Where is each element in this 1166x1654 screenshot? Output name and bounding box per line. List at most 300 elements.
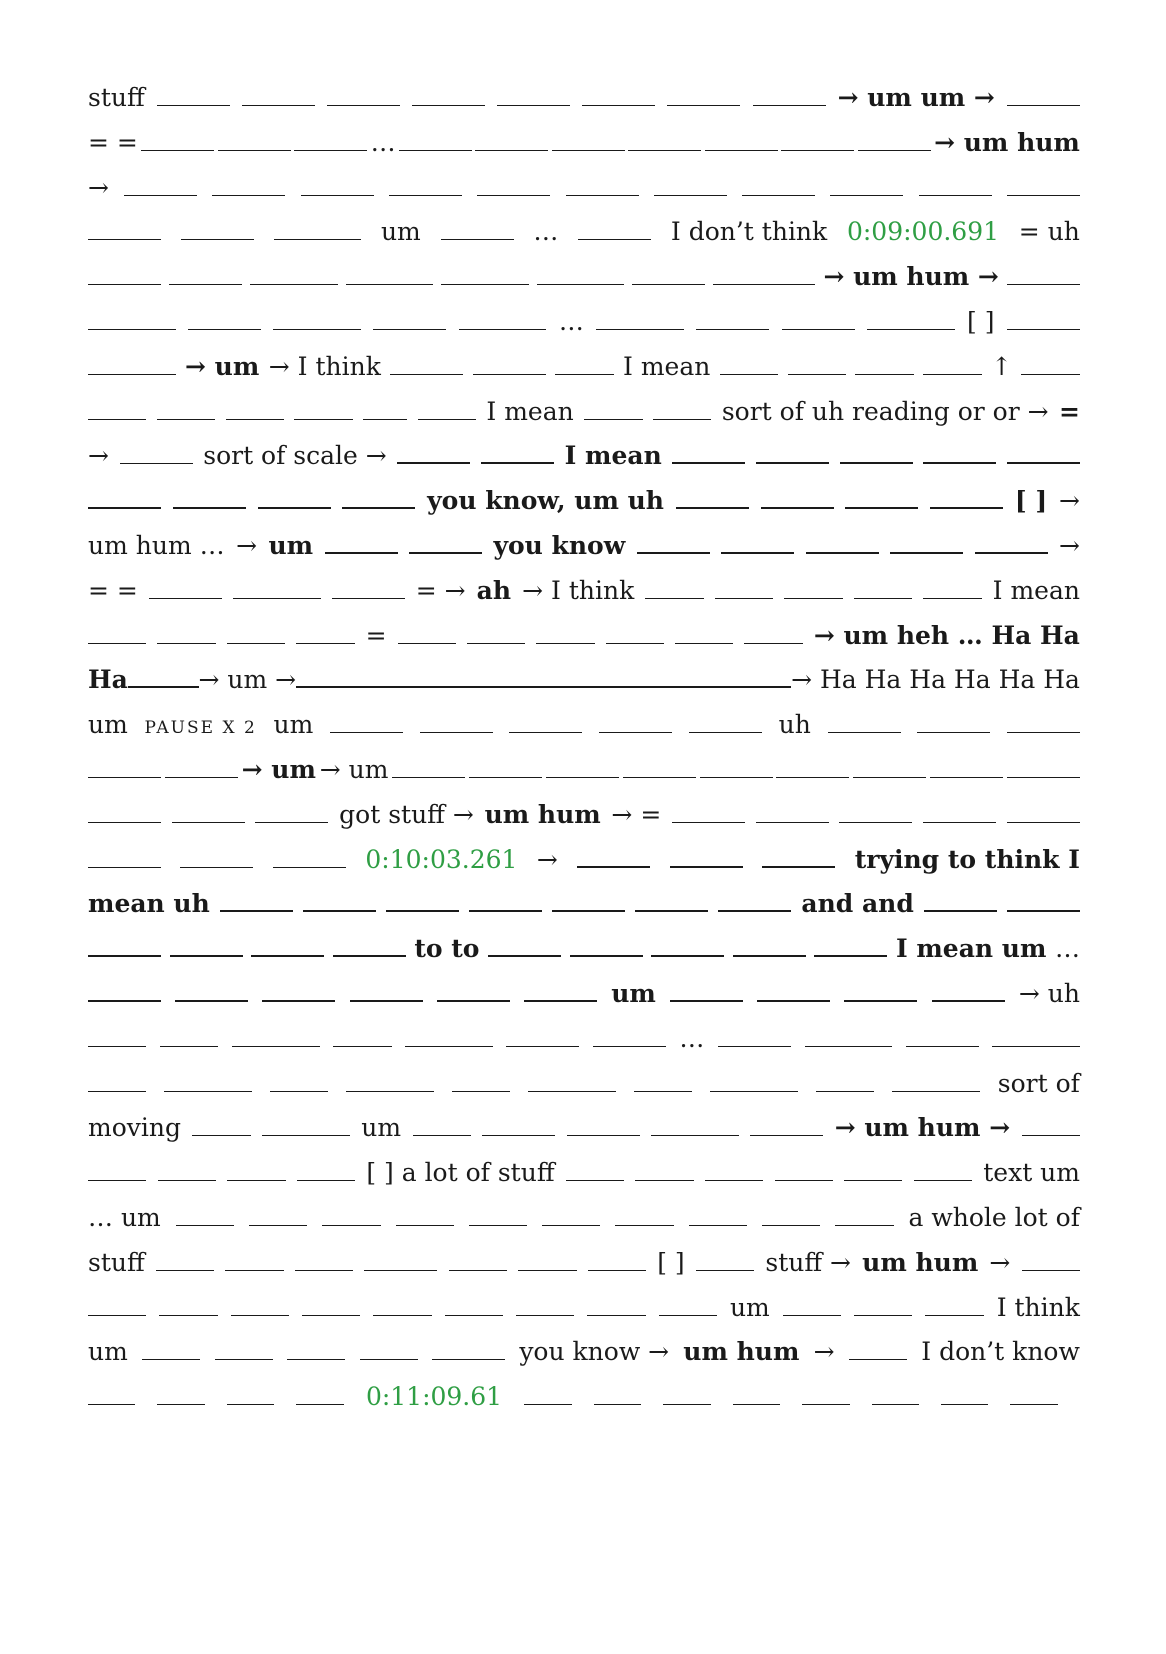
transcript-text: I don’t know [921, 1337, 1080, 1367]
redaction-blank [914, 1180, 972, 1181]
redaction-blank [756, 822, 829, 823]
transcript-text: → um hum → [834, 1113, 1011, 1143]
transcript-text: = → [415, 575, 466, 605]
redaction-blank [784, 598, 842, 599]
redaction-blank [582, 105, 655, 106]
transcript-text: ah [476, 575, 512, 605]
transcript-line [88, 528, 1080, 564]
redaction-blank [249, 1225, 307, 1226]
transcript-text: = = [88, 575, 138, 605]
redaction-blank [637, 552, 710, 554]
redaction-blank [418, 419, 476, 420]
redaction-blank [696, 1270, 754, 1271]
transcript-text: [ ] [967, 307, 995, 336]
redaction-blank [88, 507, 161, 509]
redaction-blank [350, 1000, 423, 1002]
redaction-blank [867, 329, 955, 330]
redaction-blank [552, 910, 625, 912]
redaction-blank [297, 1180, 355, 1181]
redaction-blank [441, 239, 514, 240]
redaction-blank [399, 150, 472, 151]
redaction-blank [720, 686, 791, 688]
redaction-blank [188, 329, 261, 330]
redaction-blank [270, 1091, 328, 1092]
transcript-line [88, 1379, 1080, 1415]
redaction-blank [872, 1404, 919, 1405]
redaction-blank [325, 552, 398, 554]
transcript-text: … [558, 307, 584, 336]
redaction-blank [917, 732, 990, 733]
transcript-text: um [380, 217, 421, 247]
redaction-blank [438, 686, 509, 688]
redaction-blank [212, 195, 285, 196]
transcript-text: um [88, 710, 128, 740]
redaction-blank [635, 910, 708, 912]
transcript-text: um [268, 531, 314, 560]
redaction-blank [157, 105, 230, 106]
transcript-text: → uh [1018, 979, 1080, 1008]
redaction-blank [923, 822, 996, 823]
transcript-line [88, 259, 1080, 295]
redaction-blank [828, 732, 901, 733]
transcript-line [88, 394, 1080, 430]
redaction-blank [273, 867, 346, 868]
redaction-blank [1007, 777, 1080, 778]
redaction-blank [552, 150, 625, 151]
redaction-blank [1007, 910, 1080, 912]
redaction-blank [858, 150, 931, 151]
redaction-blank [165, 777, 238, 778]
redaction-blank [497, 105, 570, 106]
redaction-blank [296, 643, 354, 644]
redaction-blank [1010, 1404, 1057, 1405]
redaction-blank [225, 1270, 283, 1271]
redaction-blank [346, 1091, 434, 1092]
redaction-blank [124, 195, 197, 196]
redaction-blank [420, 732, 493, 733]
redaction-blank [469, 910, 542, 912]
redaction-blank [844, 1180, 902, 1181]
redaction-blank [373, 1315, 431, 1316]
redaction-blank [742, 195, 815, 196]
redaction-blank [634, 1091, 692, 1092]
timestamp: 0:10:03.261 [365, 844, 518, 874]
redaction-blank [524, 1404, 571, 1405]
redaction-blank [750, 1135, 823, 1136]
redaction-blank [1022, 1135, 1080, 1136]
redaction-blank [651, 955, 724, 957]
redaction-blank [992, 1046, 1080, 1047]
redaction-blank [128, 686, 199, 688]
redaction-blank [296, 686, 367, 688]
transcript-text: → [989, 1247, 1011, 1277]
transcript-text: I think [996, 1292, 1080, 1322]
transcript-line [88, 976, 1080, 1012]
redaction-blank [332, 598, 405, 599]
redaction-blank [632, 284, 705, 285]
redaction-blank [594, 1404, 641, 1405]
redaction-blank [715, 598, 773, 599]
redaction-blank [296, 1404, 343, 1405]
redaction-blank [88, 419, 146, 420]
redaction-blank [452, 1091, 510, 1092]
redaction-blank [333, 955, 406, 957]
redaction-blank [805, 1046, 893, 1047]
redaction-blank [578, 239, 651, 240]
redaction-blank [1022, 1270, 1080, 1271]
redaction-blank [88, 955, 161, 957]
redaction-blank [180, 867, 253, 868]
redaction-blank [855, 374, 913, 375]
redaction-blank [327, 105, 400, 106]
transcript-text: stuff → [765, 1247, 851, 1277]
redaction-blank [192, 1135, 250, 1136]
redaction-blank [645, 598, 703, 599]
transcript-text: moving [88, 1113, 181, 1143]
redaction-blank [775, 1180, 833, 1181]
redaction-blank [160, 1046, 218, 1047]
redaction-blank [700, 777, 773, 778]
redaction-blank [1007, 329, 1080, 330]
redaction-blank [696, 329, 769, 330]
transcript-text: I mean [623, 351, 711, 381]
transcript-line [88, 1290, 1080, 1326]
redaction-blank [584, 419, 642, 420]
redaction-blank [930, 507, 1003, 509]
redaction-blank [242, 105, 315, 106]
redaction-blank [1007, 105, 1080, 106]
redaction-blank [164, 1091, 252, 1092]
redaction-blank [854, 598, 912, 599]
redaction-blank [342, 507, 415, 509]
redaction-blank [835, 1225, 893, 1226]
redaction-blank [303, 910, 376, 912]
redaction-blank [88, 329, 176, 330]
redaction-blank [481, 462, 554, 464]
redaction-blank [853, 777, 926, 778]
redaction-blank [389, 195, 462, 196]
transcript-text: → [88, 172, 109, 202]
redaction-blank [528, 1091, 616, 1092]
transcript-text: um hum … [88, 531, 225, 560]
redaction-blank [441, 284, 529, 285]
transcript-text: you know [493, 531, 626, 560]
redaction-blank [713, 284, 815, 285]
redaction-blank [566, 1180, 624, 1181]
redaction-blank [508, 686, 579, 688]
transcript-line [88, 125, 1080, 161]
redaction-blank [733, 1404, 780, 1405]
redaction-blank [705, 1180, 763, 1181]
redaction-blank [141, 150, 214, 151]
redaction-blank [157, 1404, 204, 1405]
transcript-text: trying to think I [854, 844, 1080, 874]
redaction-blank [227, 643, 285, 644]
redaction-blank [753, 105, 826, 106]
redaction-blank [467, 643, 525, 644]
redaction-blank [172, 822, 245, 823]
transcript-text: um [729, 1292, 770, 1322]
transcript-text: = [365, 620, 387, 650]
redaction-blank [218, 150, 291, 151]
transcript-line [88, 797, 1080, 833]
redaction-blank [227, 1404, 274, 1405]
transcript-line [88, 483, 1080, 519]
redaction-blank [262, 1135, 350, 1136]
redaction-blank [390, 374, 463, 375]
redaction-blank [273, 329, 361, 330]
redaction-blank [762, 1225, 820, 1226]
redaction-blank [537, 284, 625, 285]
redaction-blank [274, 239, 362, 240]
redaction-blank [215, 1359, 273, 1360]
transcript-line [88, 842, 1080, 878]
redaction-blank [623, 777, 696, 778]
transcript-text: I mean [992, 575, 1080, 605]
transcript-text: … [679, 1023, 705, 1053]
redaction-blank [555, 374, 613, 375]
redaction-blank [718, 910, 791, 912]
redaction-blank [733, 955, 806, 957]
redaction-blank [173, 507, 246, 509]
redaction-blank [176, 1225, 234, 1226]
redaction-blank [941, 1404, 988, 1405]
redaction-blank [302, 1315, 360, 1316]
transcript-line [88, 1334, 1080, 1370]
redaction-blank [654, 195, 727, 196]
redaction-blank [635, 1180, 693, 1181]
redaction-blank [783, 1315, 841, 1316]
redaction-blank [570, 955, 643, 957]
redaction-blank [158, 1180, 216, 1181]
redaction-blank [88, 867, 161, 868]
transcript-text: [ ] [657, 1247, 685, 1277]
redaction-blank [802, 1404, 849, 1405]
redaction-blank [477, 195, 550, 196]
redaction-blank [606, 643, 664, 644]
redaction-blank [844, 1000, 917, 1002]
redaction-blank [1007, 822, 1080, 823]
transcript-text: … [370, 127, 396, 157]
redaction-blank [924, 910, 997, 912]
redaction-blank [587, 1315, 645, 1316]
pause-note: PAUSE X 2 [144, 718, 257, 739]
redaction-blank [149, 598, 222, 599]
redaction-blank [546, 777, 619, 778]
redaction-blank [226, 419, 284, 420]
timestamp: 0:09:00.691 [846, 217, 1000, 247]
redaction-blank [536, 643, 594, 644]
redaction-blank [88, 1315, 146, 1316]
redaction-blank [220, 910, 293, 912]
redaction-blank [482, 1135, 555, 1136]
transcript-text: um [611, 979, 656, 1008]
redaction-blank [667, 105, 740, 106]
redaction-blank [250, 284, 338, 285]
transcript-text: → = [611, 799, 662, 829]
redaction-blank [367, 686, 438, 688]
redaction-blank [409, 552, 482, 554]
transcript-text: = uh [1018, 217, 1080, 247]
redaction-blank [806, 552, 879, 554]
redaction-blank [88, 1404, 135, 1405]
transcript-text: → um [241, 755, 316, 784]
redaction-blank [397, 462, 470, 464]
redaction-blank [781, 150, 854, 151]
redaction-blank [615, 1225, 673, 1226]
redaction-blank [923, 374, 981, 375]
redaction-blank [596, 329, 684, 330]
transcript-text: [ ] a lot of stuff [366, 1158, 555, 1188]
redaction-blank [233, 598, 321, 599]
transcript-text: you know, um uh [427, 486, 664, 516]
redaction-blank [469, 777, 542, 778]
transcript-text: text um [983, 1158, 1080, 1188]
redaction-blank [88, 1000, 161, 1002]
transcript-text: → um [185, 351, 260, 381]
redaction-blank [676, 507, 749, 509]
transcript-text: → [1059, 486, 1080, 516]
redaction-blank [524, 1000, 597, 1002]
redaction-blank [653, 419, 711, 420]
transcript-text: I mean [486, 396, 574, 426]
redaction-blank [672, 462, 745, 464]
transcript-text: I mean [564, 441, 662, 471]
transcript-line [88, 214, 1080, 250]
transcript-text: … [1054, 934, 1080, 964]
redaction-blank [975, 552, 1048, 554]
transcript-line [88, 304, 1080, 340]
redaction-blank [373, 329, 446, 330]
transcript-line [88, 752, 1080, 788]
redaction-blank [175, 1000, 248, 1002]
redaction-blank [363, 419, 407, 420]
redaction-blank [475, 150, 548, 151]
redaction-blank [670, 866, 743, 868]
redaction-blank [295, 1270, 353, 1271]
transcript-line [88, 349, 1080, 385]
redaction-blank [830, 195, 903, 196]
transcript-text: → um heh … Ha Ha [813, 620, 1080, 650]
transcript-text: um hum [862, 1247, 979, 1277]
transcript-text: → [536, 844, 558, 874]
redaction-blank [932, 1000, 1005, 1002]
redaction-blank [593, 1046, 666, 1047]
transcript-text: to to [414, 934, 480, 964]
redaction-blank [88, 777, 161, 778]
redaction-blank [892, 1091, 980, 1092]
redaction-blank [255, 822, 328, 823]
redaction-blank [412, 105, 485, 106]
transcript-text: mean uh [88, 889, 210, 919]
redaction-blank [845, 507, 918, 509]
redaction-blank [840, 462, 913, 464]
redaction-blank [88, 374, 176, 375]
redaction-blank [930, 777, 1003, 778]
redaction-blank [710, 1091, 798, 1092]
redaction-blank [1007, 284, 1080, 285]
transcript-line [88, 707, 1080, 743]
redaction-blank [854, 1315, 912, 1316]
redaction-blank [322, 1225, 380, 1226]
redaction-blank [392, 777, 465, 778]
redaction-blank [1007, 732, 1080, 733]
redaction-blank [301, 195, 374, 196]
redaction-blank [181, 239, 254, 240]
timestamp: 0:11:09.61 [365, 1382, 503, 1412]
transcript-text: um hum [484, 799, 601, 829]
redaction-blank [449, 1270, 507, 1271]
redaction-blank [721, 552, 794, 554]
redaction-blank [782, 329, 855, 330]
redaction-blank [360, 1359, 418, 1360]
transcript-text: → I think [268, 351, 381, 381]
redaction-blank [330, 732, 403, 733]
redaction-blank [170, 955, 243, 957]
transcript-text: = = [88, 127, 138, 157]
transcript-line [88, 931, 1080, 967]
transcript-line [88, 886, 1080, 922]
redaction-blank [599, 732, 672, 733]
redaction-blank [227, 1180, 285, 1181]
redaction-blank [839, 822, 912, 823]
redaction-blank [689, 732, 762, 733]
redaction-blank [88, 284, 161, 285]
transcript-text: … um [88, 1203, 161, 1232]
redaction-blank [705, 150, 778, 151]
transcript-text: um hum [683, 1337, 800, 1367]
redaction-blank [445, 1315, 503, 1316]
transcript-text: → [813, 1337, 835, 1367]
transcript-text: → um hum [934, 127, 1080, 157]
redaction-blank [386, 910, 459, 912]
transcript-text: um [88, 1337, 128, 1367]
transcript-text: I don’t think [670, 217, 828, 247]
transcript-text: = [1059, 396, 1080, 426]
transcript-line [88, 662, 1080, 698]
redaction-blank [509, 732, 582, 733]
transcript-text: Ha [88, 665, 128, 695]
redaction-blank [488, 955, 561, 957]
redaction-blank [413, 1135, 471, 1136]
redaction-blank [437, 1000, 510, 1002]
redaction-blank [294, 419, 352, 420]
transcript-text: and and [801, 889, 914, 919]
redaction-blank [744, 643, 802, 644]
redaction-blank [776, 777, 849, 778]
redaction-blank [473, 374, 546, 375]
redaction-blank [88, 239, 161, 240]
redaction-blank [506, 1046, 579, 1047]
redaction-blank [469, 1225, 527, 1226]
redaction-blank [762, 866, 835, 868]
redaction-blank [1021, 374, 1079, 375]
redaction-blank [88, 822, 161, 823]
redaction-blank [287, 1359, 345, 1360]
redaction-blank [663, 1404, 710, 1405]
transcript-text: → um hum → [823, 262, 999, 292]
redaction-blank [577, 866, 650, 868]
redaction-blank [251, 955, 324, 957]
transcript-text: → Ha Ha Ha Ha Ha Ha [791, 665, 1080, 695]
transcript-line [88, 1155, 1080, 1191]
redaction-blank [849, 1359, 907, 1360]
redaction-blank [157, 643, 215, 644]
redaction-blank [906, 1046, 979, 1047]
redaction-blank [398, 643, 456, 644]
redaction-blank [396, 1225, 454, 1226]
redaction-blank [579, 686, 650, 688]
